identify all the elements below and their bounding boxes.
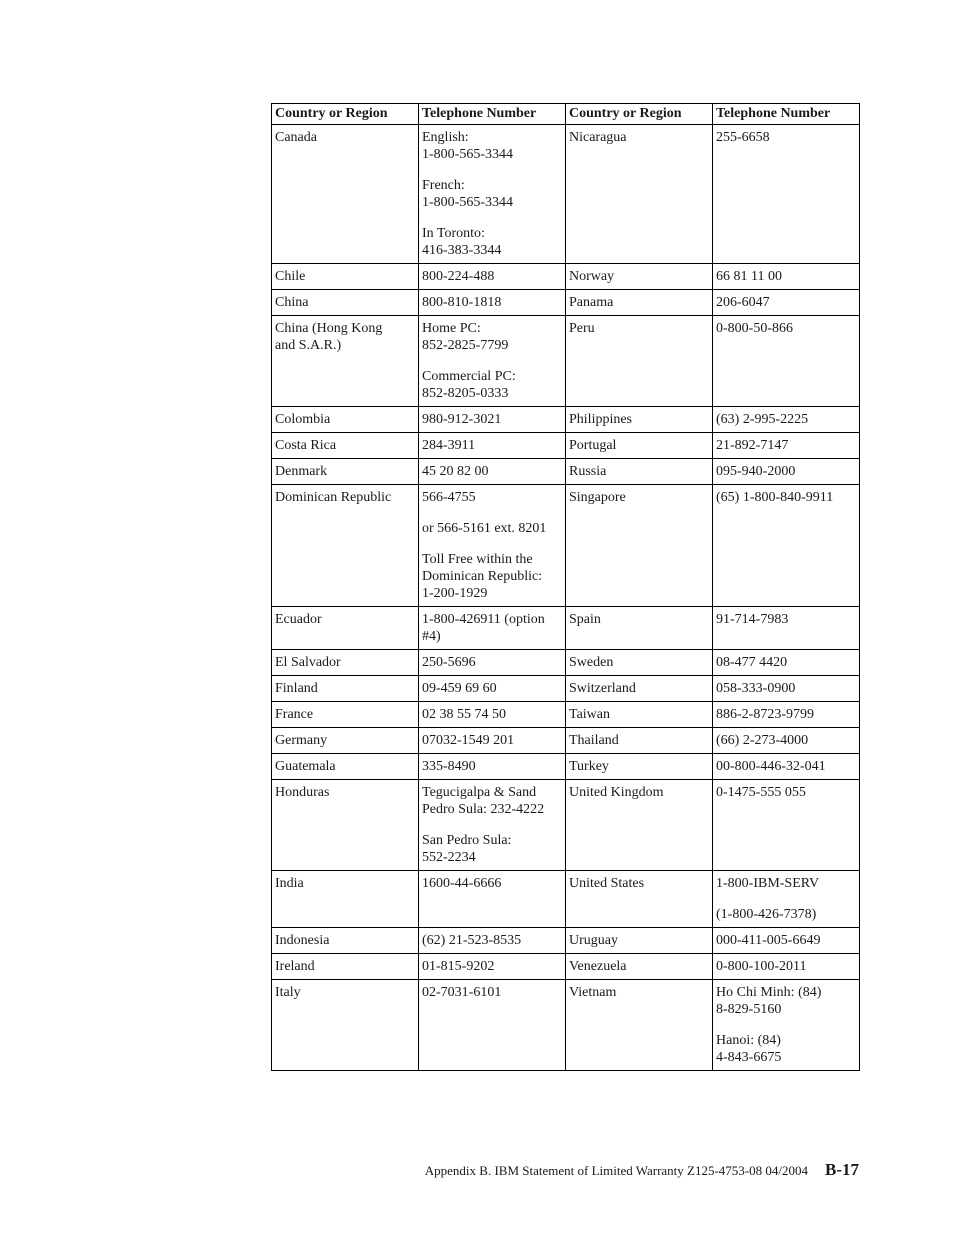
cell-line: Pedro Sula: 232-4222 [422,802,545,817]
cell-line: English: [422,130,469,145]
cell-line: 000-411-005-6649 [716,933,821,948]
cell-line: (65) 1-800-840-9911 [716,490,834,505]
country-cell [272,728,419,754]
country-cell [566,607,713,650]
country-cell [272,290,419,316]
country-cell [272,676,419,702]
cell-line: Norway [569,269,615,284]
table-row [272,485,860,607]
cell-line: 852-8205-0333 [422,386,509,401]
page-number: B-17 [825,1160,859,1179]
cell-line: 21-892-7147 [716,438,789,453]
country-cell [566,980,713,1071]
cell-line: French: [422,178,465,193]
telephone-cell [713,316,860,407]
table-row [272,980,860,1071]
cell-line: 66 81 11 00 [716,269,782,284]
cell-line: Toll Free within the [422,552,533,567]
table-row [272,433,860,459]
table-row [272,702,860,728]
telephone-cell [713,728,860,754]
telephone-cell [419,728,566,754]
cell-line: In Toronto: [422,226,485,241]
cell-line: (62) 21-523-8535 [422,933,522,948]
table-row [272,316,860,407]
cell-line: Taiwan [569,707,611,722]
country-cell [566,485,713,607]
telephone-cell [713,980,860,1071]
line-gap [422,163,562,177]
cell-line: or 566-5161 ext. 8201 [422,521,547,536]
country-cell [566,407,713,433]
telephone-cell [419,954,566,980]
telephone-cell [419,676,566,702]
cell-line: 08-477 4420 [716,655,788,670]
cell-line: 284-3911 [422,438,476,453]
table-row [272,459,860,485]
cell-line: Home PC: [422,321,481,336]
cell-line: Honduras [275,785,330,800]
cell-line: 01-815-9202 [422,959,495,974]
cell-line: 1-800-565-3344 [422,195,513,210]
page-footer [425,1160,859,1180]
cell-line: 250-5696 [422,655,476,670]
country-cell [566,316,713,407]
cell-line: China (Hong Kong [275,321,383,336]
cell-line: 00-800-446-32-041 [716,759,826,774]
cell-line: Ecuador [275,612,322,627]
country-cell [566,928,713,954]
cell-line: Chile [275,269,306,284]
cell-line: Peru [569,321,595,336]
table-row [272,407,860,433]
telephone-cell [419,780,566,871]
cell-line: 566-4755 [422,490,476,505]
table-row [272,264,860,290]
cell-line: Tegucigalpa & Sand [422,785,537,800]
telephone-cell [419,125,566,264]
telephone-cell [713,290,860,316]
cell-line: 91-714-7983 [716,612,789,627]
cell-line: Panama [569,295,614,310]
telephone-cell [713,676,860,702]
cell-line: Philippines [569,412,633,427]
country-cell [272,928,419,954]
cell-line: 800-224-488 [422,269,495,284]
cell-line: Denmark [275,464,328,479]
cell-line: 0-800-50-866 [716,321,793,336]
cell-line: 886-2-8723-9799 [716,707,814,722]
cell-line: Germany [275,733,328,748]
country-cell [272,780,419,871]
telephone-cell [713,954,860,980]
line-gap [716,1018,856,1032]
telephone-cell [713,780,860,871]
table-row [272,650,860,676]
cell-line: (1-800-426-7378) [716,907,817,922]
line-gap [716,892,856,906]
table-row [272,928,860,954]
telephone-cell [713,433,860,459]
telephone-cell [713,650,860,676]
table-row [272,125,860,264]
country-cell [566,871,713,928]
cell-line: Russia [569,464,607,479]
country-cell [272,407,419,433]
cell-line: Singapore [569,490,626,505]
cell-line: Dominican Republic: [422,569,543,584]
cell-line: 09-459 69 60 [422,681,497,696]
cell-line: China [275,295,309,310]
cell-line: and S.A.R.) [275,338,342,353]
table-header-row [272,104,860,125]
cell-line: 07032-1549 201 [422,733,515,748]
country-cell [566,433,713,459]
cell-line: Vietnam [569,985,617,1000]
line-gap [422,506,562,520]
line-gap [422,354,562,368]
table-row [272,954,860,980]
cell-line: United Kingdom [569,785,664,800]
cell-line: Ho Chi Minh: (84) [716,985,822,1000]
cell-line: Ireland [275,959,315,974]
table-row [272,780,860,871]
telephone-cell [419,316,566,407]
cell-line: 206-6047 [716,295,770,310]
header-country-1: Country or Region [272,104,419,125]
telephone-cell [419,407,566,433]
cell-line: 1-800-IBM-SERV [716,876,820,891]
cell-line: Canada [275,130,317,145]
cell-line: (66) 2-273-4000 [716,733,809,748]
telephone-cell [419,980,566,1071]
country-cell [566,125,713,264]
telephone-cell [713,264,860,290]
country-cell [566,954,713,980]
cell-line: (63) 2-995-2225 [716,412,809,427]
table-row [272,754,860,780]
cell-line: Commercial PC: [422,369,516,384]
country-cell [272,980,419,1071]
telephone-cell [713,754,860,780]
country-cell [272,459,419,485]
country-cell [272,433,419,459]
cell-line: San Pedro Sula: [422,833,512,848]
table-row [272,607,860,650]
telephone-cell [419,264,566,290]
telephone-cell [419,485,566,607]
cell-line: 02 38 55 74 50 [422,707,506,722]
country-cell [272,125,419,264]
country-cell [566,290,713,316]
country-cell [566,676,713,702]
cell-line: 1-800-426911 (option [422,612,545,627]
cell-line: 058-333-0900 [716,681,796,696]
cell-line: El Salvador [275,655,341,670]
cell-line: Nicaragua [569,130,627,145]
telephone-cell [713,125,860,264]
cell-line: Thailand [569,733,619,748]
telephone-cell [419,290,566,316]
cell-line: 095-940-2000 [716,464,796,479]
country-cell [272,871,419,928]
cell-line: 4-843-6675 [716,1050,782,1065]
country-cell [272,650,419,676]
cell-line: 8-829-5160 [716,1002,782,1017]
cell-line: Colombia [275,412,331,427]
telephone-cell [713,407,860,433]
country-cell [566,780,713,871]
telephone-cell [713,607,860,650]
country-cell [272,607,419,650]
line-gap [422,211,562,225]
cell-line: Sweden [569,655,614,670]
cell-line: 980-912-3021 [422,412,502,427]
cell-line: 45 20 82 00 [422,464,489,479]
cell-line: Portugal [569,438,617,453]
cell-line: 1-800-565-3344 [422,147,513,162]
cell-line: Guatemala [275,759,336,774]
country-cell [272,702,419,728]
country-cell [272,485,419,607]
cell-line: Turkey [569,759,609,774]
country-cell [566,650,713,676]
cell-line: Spain [569,612,601,627]
country-cell [566,728,713,754]
telephone-cell [713,485,860,607]
cell-line: Dominican Republic [275,490,392,505]
table-body [272,125,860,1071]
cell-line: 552-2234 [422,850,476,865]
cell-line: Italy [275,985,301,1000]
country-cell [566,459,713,485]
cell-line: 255-6658 [716,130,770,145]
cell-line: United States [569,876,645,891]
telephone-cell [713,459,860,485]
cell-line: France [275,707,314,722]
table-row [272,728,860,754]
country-cell [272,754,419,780]
cell-line: 852-2825-7799 [422,338,509,353]
table-row [272,290,860,316]
country-cell [566,754,713,780]
telephone-cell [419,871,566,928]
telephone-cell [419,650,566,676]
cell-line: Uruguay [569,933,618,948]
telephone-cell [713,702,860,728]
cell-line: 0-1475-555 055 [716,785,806,800]
table-row [272,871,860,928]
header-telephone-2: Telephone Number [713,104,860,125]
cell-line: 416-383-3344 [422,243,502,258]
cell-line: Venezuela [569,959,627,974]
country-cell [272,316,419,407]
telephone-cell [419,459,566,485]
telephone-cell [419,433,566,459]
telephone-cell [713,928,860,954]
cell-line: 1600-44-6666 [422,876,502,891]
cell-line: Hanoi: (84) [716,1033,781,1048]
cell-line: 335-8490 [422,759,476,774]
footer-text: Appendix B. IBM Statement of Limited Warranty Z125-4753-08 04/2004 [424,1163,808,1178]
cell-line: 1-200-1929 [422,586,488,601]
cell-line: Costa Rica [275,438,337,453]
telephone-cell [419,702,566,728]
country-cell [566,264,713,290]
country-cell [566,702,713,728]
telephone-cell [419,607,566,650]
telephone-cell [713,871,860,928]
cell-line: #4) [422,629,441,644]
cell-line: 0-800-100-2011 [716,959,807,974]
line-gap [422,537,562,551]
table-row [272,676,860,702]
cell-line: India [275,876,304,891]
telephone-cell [419,754,566,780]
cell-line: Switzerland [569,681,636,696]
cell-line: 800-810-1818 [422,295,502,310]
cell-line: 02-7031-6101 [422,985,502,1000]
cell-line: Finland [275,681,318,696]
line-gap [422,818,562,832]
country-cell [272,264,419,290]
telephone-cell [419,928,566,954]
header-country-2: Country or Region [566,104,713,125]
telephone-table [271,103,860,1071]
country-cell [272,954,419,980]
header-telephone-1: Telephone Number [419,104,566,125]
cell-line: Indonesia [275,933,330,948]
